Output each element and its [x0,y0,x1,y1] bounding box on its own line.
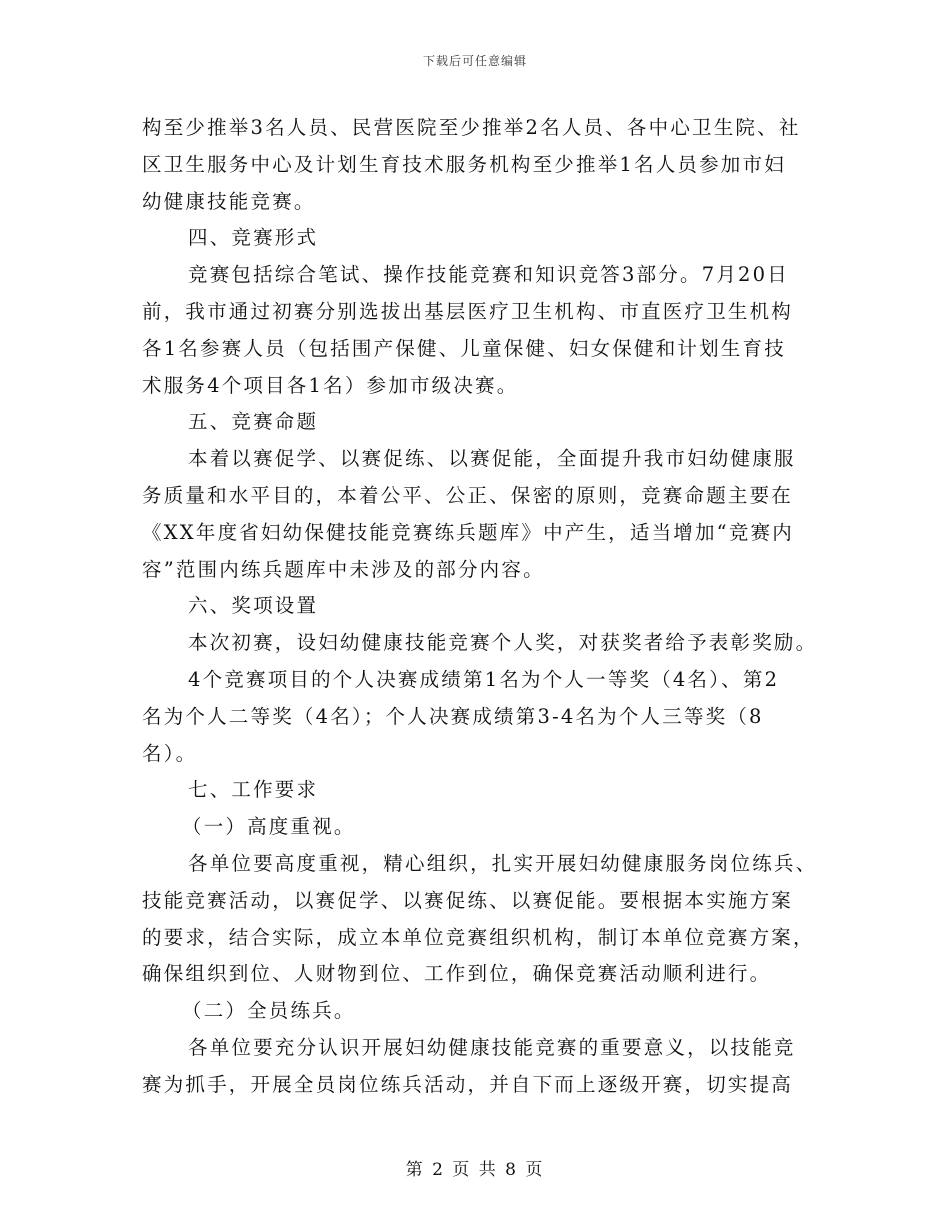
body-line: 技能竞赛活动，以赛促学、以赛促练、以赛促能。要根据本实施方案 [142,888,794,912]
body-line: 的要求，结合实际，成立本单位竞赛组织机构，制订本单位竞赛方案， [142,925,815,949]
body-line: 构至少推举3名人员、民营医院至少推举2名人员、各中心卫生院、社 [142,116,801,139]
body-line: 务质量和水平目的，本着公平、公正、保密的原则，竞赛命题主要在 [142,483,794,507]
paragraph-start: 竞赛包括综合笔试、操作技能竞赛和知识竞答3部分。7月20日 [188,263,789,287]
body-line: 确保组织到位、人财物到位、工作到位，确保竞赛活动顺利进行。 [142,962,772,986]
page-header: 下载后可任意编辑 [422,54,527,68]
subsection-heading: （一）高度重视。 [182,815,356,839]
body-line: 术服务4个项目各1名）参加市级决赛。 [142,373,519,397]
body-line: 幼健康技能竞赛。 [142,189,316,213]
body-line: 名）。 [142,741,198,765]
section-heading: 五、竞赛命题 [188,410,319,434]
paragraph-start: 本次初赛，设妇幼健康技能竞赛个人奖，对获奖者给予表彰奖励。 [188,631,818,655]
body-line: 前，我市通过初赛分别选拔出基层医疗卫生机构、市直医疗卫生机构 [142,299,794,323]
body-line: 各1名参赛人员（包括围产保健、儿童保健、妇女保健和计划生育技 [142,336,786,360]
page-number: 第 2 页 共 8 页 [405,1160,545,1180]
section-heading: 七、工作要求 [188,778,319,802]
body-line: 名为个人二等奖（4名）；个人决赛成绩第3-4名为个人三等奖（8 [142,704,764,728]
subsection-heading: （二）全员练兵。 [182,999,356,1023]
body-line: 赛为抓手，开展全员岗位练兵活动，并自下而上逐级开赛，切实提高 [142,1072,794,1096]
paragraph-start: 各单位要高度重视，精心组织，扎实开展妇幼健康服务岗位练兵、 [188,851,818,875]
paragraph-start: 各单位要充分认识开展妇幼健康技能竞赛的重要意义，以技能竞 [188,1035,796,1059]
paragraph-start: 本着以赛促学、以赛促练、以赛促能，全面提升我市妇幼健康服 [188,447,796,471]
section-heading: 六、奖项设置 [188,594,319,618]
body-line: 区卫生服务中心及计划生育技术服务机构至少推举1名人员参加市妇 [142,152,786,176]
body-line: 《XX年度省妇幼保健技能竞赛练兵题库》中产生，适当增加“竞赛内 [142,520,794,544]
paragraph-start: 4个竞赛项目的个人决赛成绩第1名为个人一等奖（4名）、第2 [188,667,780,691]
body-line: 容”范围内练兵题库中未涉及的部分内容。 [142,557,545,581]
document-body [142,110,818,1104]
section-heading: 四、竞赛形式 [188,226,319,250]
